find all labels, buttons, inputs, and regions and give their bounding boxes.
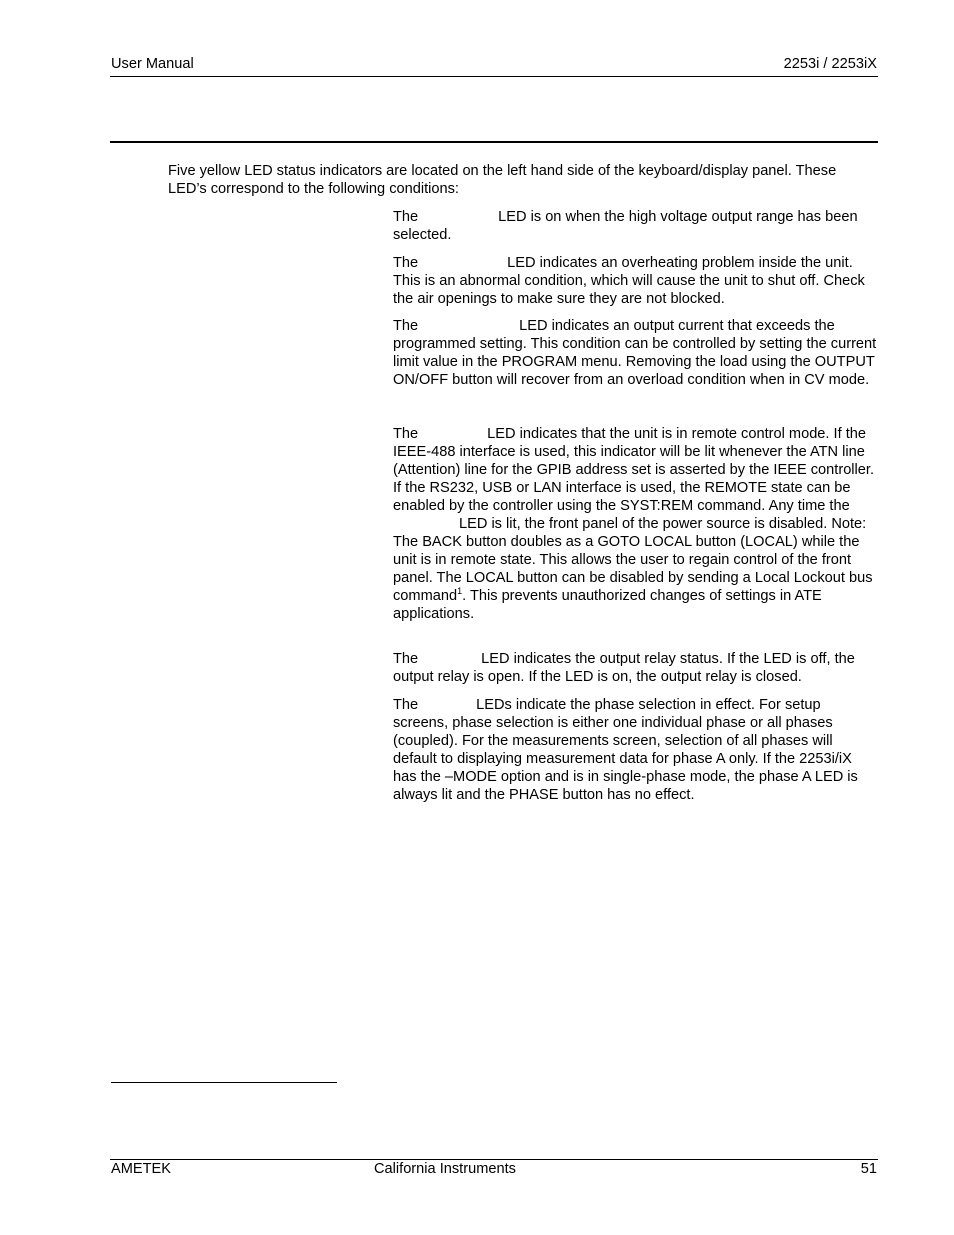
- remote-led-paragraph: [393, 425, 879, 623]
- footer-division: California Instruments: [374, 1161, 516, 1177]
- header-rule: [110, 76, 878, 77]
- hv-led-paragraph: [393, 208, 879, 244]
- header-model: 2253i / 2253iX: [783, 56, 877, 72]
- paragraph-text: LED is lit, the front panel of the power source is disabled. Note: The BACK button doubles as a GOTO LOCAL button (LOCAL) while the unit is in remote state. This allows the user to regain control of the front panel. The LOCAL button can be disabled by sending a Local Lockout bus command: [393, 516, 873, 604]
- paragraph-text: LED indicates the output relay status. If the LED is off, the output relay is open. If the LED is on, the output relay is closed.: [393, 651, 855, 685]
- paragraph-text: LED indicates an overheating problem inside the unit. This is an abnormal condition, which will cause the unit to shut off. Check the air openings to make sure they are not blocked.: [393, 255, 865, 307]
- page-number: 51: [860, 1161, 877, 1177]
- footer-company: AMETEK: [111, 1161, 172, 1177]
- relay-led-paragraph: [393, 650, 879, 686]
- phase-led-paragraph: [393, 696, 879, 804]
- paragraph-text: . This prevents unauthorized changes of settings in ATE applications.: [393, 588, 822, 622]
- paragraph-lead: The: [393, 651, 419, 667]
- paragraph-text: LEDs indicate the phase selection in effect. For setup screens, phase selection is either one individual phase or all phases (coupled). For the measurements screen, selection of all phases will default to displaying measurement data for phase A only. If the 2253i/iX has the –MODE option and is in single-phase mode, the phase A LED is always lit and the PHASE button has no effect.: [393, 697, 858, 803]
- intro-paragraph: Five yellow LED status indicators are located on the left hand side of the keyboard/display panel. These LED’s correspond to the following conditions:: [168, 163, 837, 197]
- paragraph-text: LED indicates an output current that exceeds the programmed setting. This condition can be controlled by setting the current limit value in the PROGRAM menu. Removing the load using the OUTPUT ON/OFF button will recover from an overload condition when in CV mode.: [393, 318, 877, 388]
- paragraph-lead: The: [393, 426, 419, 442]
- footnote-marker: 1: [457, 586, 463, 597]
- paragraph-lead: The: [393, 697, 419, 713]
- overtemp-led-paragraph: [393, 254, 879, 308]
- footer-rule: [110, 1159, 878, 1160]
- paragraph-text: LED is on when the high voltage output range has been selected.: [393, 209, 858, 243]
- paragraph-lead: The: [393, 318, 419, 334]
- overload-led-paragraph: [393, 317, 879, 389]
- header-title: User Manual: [111, 56, 194, 72]
- section-rule: [110, 141, 878, 143]
- footnote-rule: [111, 1082, 337, 1083]
- paragraph-lead: The: [393, 255, 419, 271]
- paragraph-text: LED indicates that the unit is in remote control mode. If the IEEE-488 interface is used, this indicator will be lit whenever the ATN line (Attention) line for the GPIB address set is asserted by the IEEE controller. If the RS232, USB or LAN interface is used, the REMOTE state can be enabled by the controller using the SYST:REM command. Any time the: [393, 426, 875, 514]
- paragraph-lead: The: [393, 209, 419, 225]
